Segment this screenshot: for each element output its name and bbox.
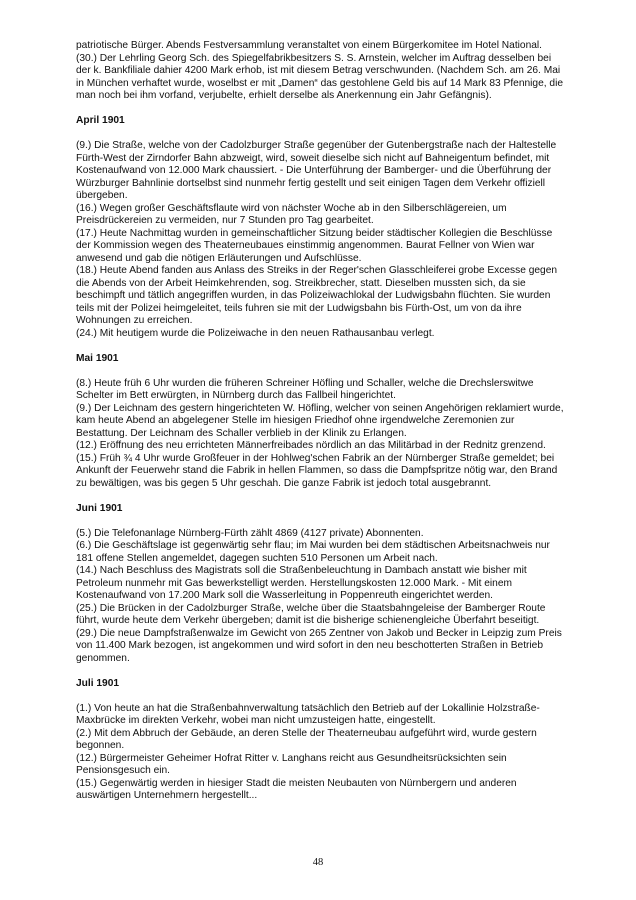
section-heading-juli: Juli 1901 bbox=[76, 677, 120, 689]
spacer bbox=[76, 690, 564, 703]
section-heading-mai: Mai 1901 bbox=[76, 352, 119, 364]
entry-paragraph: (16.) Wegen großer Geschäftsflaute wird von nächster Woche ab in den Silberschlägereien, um Preisdrückereien zu vermeiden, nur 7 Stunden pro Tag gearbeitet. bbox=[76, 202, 507, 226]
entry-paragraph: (14.) Nach Beschluss des Magistrats soll die Straßenbeleuchtung in Dambach anstatt wie bisher mit Petroleum nunmehr mit Gas bewerkstelligt werden. Herstellungskosten 12.000 Mark. - Mit einem Kostenaufwand von 17.200 Mark soll die Wasserleitung in Poppenreuth eingerichtet werden. bbox=[76, 565, 527, 601]
entry-paragraph: (8.) Heute früh 6 Uhr wurden die früheren Schreiner Höfling und Schaller, welche die Drechslerswitwe Schelter im Bett erwürgten, in Nürnberg durch das Fallbeil hingerichtet. bbox=[76, 377, 534, 401]
document-body bbox=[76, 40, 564, 803]
entry-paragraph: (24.) Mit heutigem wurde die Polizeiwache in den neuen Rathausanbau verlegt. bbox=[76, 327, 435, 339]
spacer bbox=[76, 128, 564, 141]
entry-paragraph: (12.) Eröffnung des neu errichteten Männerfreibades nördlich an das Militärbad in der Rednitz grenzend. bbox=[76, 440, 546, 451]
spacer bbox=[76, 365, 564, 378]
intro-paragraph: patriotische Bürger. Abends Festversammlung veranstaltet von einem Bürgerkomitee im Hotel National. bbox=[76, 40, 543, 51]
entry-paragraph: (2.) Mit dem Abbruch der Gebäude, an deren Stelle der Theaterneubau aufgeführt wird, wurde gestern begonnen. bbox=[76, 727, 537, 751]
entry-paragraph: (17.) Heute Nachmittag wurden in gemeinschaftlicher Sitzung beider städtischer Kollegien die Beschlüsse der Kommission wegen des Theaterneubaues einstimmig angenommen. Baurat Fellner von Wien war anwesend und gab die nötigen Erläuterungen und Aufschlüsse. bbox=[76, 227, 553, 264]
spacer bbox=[76, 103, 564, 116]
entry-paragraph: (30.) Der Lehrling Georg Sch. des Spiegelfabrikbesitzers S. S. Arnstein, welcher im Auftrag desselben bei der k. Bankfiliale dahier 4200 Mark erhob, ist mit diesem Betrag verschwunden. (Nachdem Sch. am 26. Mai in München verhaftet wurde, woselbst er mit „Damen“ das gestohlene Geld bis auf 14 Mark 83 Pfennige, die man noch bei ihm vorfand, verjubelte, erhielt derselbe als Anerkennung ein Jahr Gefängnis). bbox=[76, 52, 563, 101]
entry-paragraph: (15.) Gegenwärtig werden in hiesiger Stadt die meisten Neubauten von Nürnbergern und anderen auswärtigen Unternehmern hergestellt... bbox=[76, 777, 517, 801]
entry-paragraph: (9.) Die Straße, welche von der Cadolzburger Straße gegenüber der Gutenbergstraße nach der Haltestelle Fürth-West der Zirndorfer Bahn abzweigt, wird, soweit dieselbe sich nicht auf Bahneigentum befindet, mit Kostenaufwand von 12.000 Mark chaussiert. - Die Unterführung der Bamberger- und die Überführung der Würzburger Bahnlinie dortselbst sind nunmehr fertig gestellt und seit einigen Tagen dem Verkehr offiziell übergeben. bbox=[76, 140, 557, 201]
spacer bbox=[76, 340, 564, 353]
spacer bbox=[76, 665, 564, 678]
entry-paragraph: (12.) Bürgermeister Geheimer Hofrat Ritter v. Langhans reicht aus Gesundheitsrücksichten sein Pensionsgesuch ein. bbox=[76, 752, 507, 776]
entry-paragraph: (29.) Die neue Dampfstraßenwalze im Gewicht von 265 Zentner von Jakob und Becker in Leipzig zum Preis von 11.400 Mark bezogen, ist angekommen und wird sofort in den neu beschotterten Straßen in Betrieb genommen. bbox=[76, 627, 562, 664]
section-heading-april: April 1901 bbox=[76, 115, 125, 126]
entry-paragraph: (25.) Die Brücken in der Cadolzburger Straße, welche über die Staatsbahngeleise der Bamberger Route führt, wurde heute dem Verkehr übergeben; damit ist die bisherige schienengleiche Überfahrt beseitigt. bbox=[76, 602, 546, 626]
entry-paragraph: (1.) Von heute an hat die Straßenbahnverwaltung tatsächlich den Betrieb auf der Lokallinie Holzstraße-Maxbrücke im direkten Verkehr, wobei man nicht umzusteigen hatte, eingestellt. bbox=[76, 702, 540, 726]
entry-paragraph: (5.) Die Telefonanlage Nürnberg-Fürth zählt 4869 (4127 private) Abonnenten. bbox=[76, 527, 424, 539]
entry-paragraph: (9.) Der Leichnam des gestern hingerichteten W. Höfling, welcher von seinen Angehörigen reklamiert wurde, kam heute Abend an abgelegener Stelle im hiesigen Friedhof ohne irgendwelche Zeremonien zur Bestattung. Der Leichnam des Schaller verblieb in der Klinik zu Erlangen. bbox=[76, 402, 564, 439]
page-number: 48 bbox=[312, 857, 324, 868]
entry-paragraph: (18.) Heute Abend fanden aus Anlass des Streiks in der Reger'schen Glasschleiferei grobe Excesse gegen die Abends von der Arbeit Heimkehrenden, sog. Streikbrecher, statt. Dieselben mussten sich, da sie beschimpft und tätlich angegriffen wurden, in das Polizeiwachlokal der Ludwigsbahn flüchten. Sie wurden teils mit der Polizei heimgeleitet, teils fuhren sie mit der Ludwigsbahn bis Fürth-Ost, um von da ihre Wohnungen zu erreichen. bbox=[76, 265, 558, 326]
section-heading-juni: Juni 1901 bbox=[76, 502, 123, 514]
entry-paragraph: (6.) Die Geschäftslage ist gegenwärtig sehr flau; im Mai wurden bei dem städtischen Arbeitsnachweis nur 181 offene Stellen angemeldet, dagegen suchten 510 Personen um Arbeit nach. bbox=[76, 540, 550, 564]
spacer bbox=[76, 515, 564, 528]
spacer bbox=[76, 490, 564, 503]
entry-paragraph: (15.) Früh ¾ 4 Uhr wurde Großfeuer in der Hohlweg'schen Fabrik an der Nürnberger Straße gemeldet; bei Ankunft der Feuerwehr stand die Fabrik in hellen Flammen, so dass die Dampfspritze nötig war, den Brand zu bewältigen, was bis gegen 5 Uhr geschah. Die ganze Fabrik ist jedoch total ausgebrannt. bbox=[76, 452, 558, 489]
